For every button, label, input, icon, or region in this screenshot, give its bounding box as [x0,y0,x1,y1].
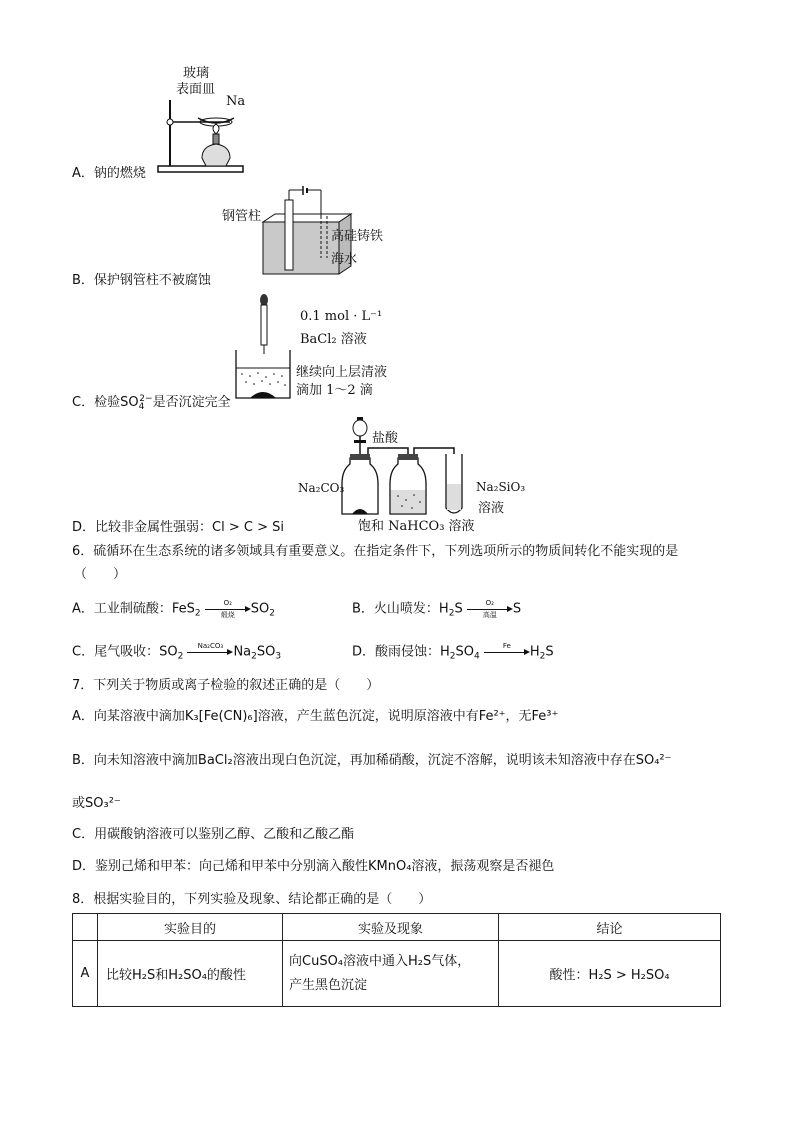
phenomenon-line-1: 向CuSO₄溶液中通入H₂S气体， [289,953,471,969]
q7-option-b: B．向未知溶液中滴加BaCl₂溶液出现白色沉淀，再加稀硝酸，沉淀不溶解，说明该未知溶液中存在SO₄²⁻ [72,753,672,768]
label-na: Na [226,94,246,109]
label-concentration: 0.1 mol · L⁻¹ [300,309,383,324]
label-seawater: 海水 [331,252,358,267]
q6-stem: 6．硫循环在生态系统的诸多领域具有重要意义。在指定条件下，下列选项所示的物质间转化不能实现的是 [72,544,679,559]
label-na2sio3: Na₂SiO₃ [476,480,526,494]
reaction-arrow [205,600,251,618]
q6-b-post: S [512,601,522,617]
label-na2co3: Na₂CO₃ [298,481,345,495]
q7-stem: 7．下列关于物质或离子检验的叙述正确的是（ ） [72,678,380,693]
label-drip: 滴加 1～2 滴 [296,383,373,398]
arrow-condition-top: O₂ [485,599,494,607]
table-header-option [73,914,98,941]
q6-b-pre: B．火山喷发：H [352,601,449,617]
q6-a-post: SO [250,601,270,617]
q6-d-pre: D．酸雨侵蚀：H [352,644,450,660]
q6-option-b: B．火山喷发：$H_2S$ O₂ 高温 S [352,599,522,619]
q5-option-d: D．比较非金属性强弱：Cl > C > Si [72,520,284,535]
q6-c-post: Na [233,644,252,660]
table-cell-phenomenon [283,941,499,1007]
arrow-condition-top: Fe [502,642,511,650]
q5-option-c-post: 是否沉淀完全 [152,395,231,410]
table-header-conclusion: 结论 [499,914,721,941]
reaction-arrow [467,600,513,618]
label-hcl: 盐酸 [372,431,399,446]
arrow-condition-bottom: 高温 [482,611,497,619]
gas-generation-figure [340,414,490,520]
q6-option-c: C．尾气吸收：$SO_2$ Na₂CO₃ $Na_2SO_3$ [72,642,282,662]
q7-option-d: D．鉴别己烯和甲苯：向己烯和甲苯中分别滴入酸性KMnO₄溶液，振荡观察是否褪色 [72,859,555,874]
label-high-silicon-iron: 高硅铸铁 [331,229,384,244]
dropper-beaker-figure [228,292,298,404]
table-row [73,941,721,1007]
table-header-purpose: 实验目的 [98,914,283,941]
q6-a-pre: A．工业制硫酸：FeS [72,601,195,617]
table-cell-conclusion: 酸性：H₂S > H₂SO₄ [499,941,721,1007]
label-solution: 溶液 [478,501,505,516]
arrow-condition-bottom: 煅烧 [220,611,235,619]
arrow-condition-top: Na₂CO₃ [197,642,224,650]
q7-option-c: C．用碳酸钠溶液可以鉴别乙醇、乙酸和乙酸乙酯 [72,827,355,842]
table-cell-option: A [73,941,98,1007]
q5-option-c-pre: C．检验SO [72,395,139,410]
reaction-arrow [484,643,530,661]
q5-option-a: A．钠的燃烧 [72,166,146,181]
q8-table [72,913,721,1007]
label-glass: 玻璃 [183,66,210,81]
q5-option-b: B．保护钢管柱不被腐蚀 [72,273,211,288]
reaction-arrow [187,643,233,661]
label-bacl2: BaCl₂ 溶液 [300,332,367,347]
table-cell-purpose: 比较H₂S和H₂SO₄的酸性 [98,941,283,1007]
phenomenon-line-2: 产生黑色沉淀 [289,977,368,993]
q5-option-c: C．检验$SO_4^{2-}$是否沉淀完全 [72,394,231,412]
q6-option-a: A．工业制硫酸：FeS$_2$ O₂ 煅烧 $SO_2$ [72,599,276,619]
label-continue: 继续向上层清液 [296,365,388,380]
q7-option-b-cont: 或SO₃²⁻ [72,796,121,811]
q6-blank: （ ） [74,567,127,582]
arrow-condition-top: O₂ [223,599,232,607]
table-header-row [73,914,721,941]
label-steel-pile: 钢管柱 [222,209,262,224]
label-watch-glass: 表面皿 [176,82,216,97]
q6-option-d: D．酸雨侵蚀：$H_2SO_4$ Fe $H_2S$ [352,642,554,662]
q7-option-a: A．向某溶液中滴加K₃[Fe(CN)₆]溶液，产生蓝色沉淀，说明原溶液中有Fe²⁺，无Fe³⁺ [72,709,559,724]
q8-stem: 8．根据实验目的，下列实验及现象、结论都正确的是（ ） [72,892,432,907]
q6-d-post: H [529,644,540,660]
table-header-phenomenon: 实验及现象 [283,914,499,941]
q6-c-pre: C．尾气吸收：SO [72,644,178,660]
label-nahco3: 饱和 NaHCO₃ 溶液 [358,519,475,534]
